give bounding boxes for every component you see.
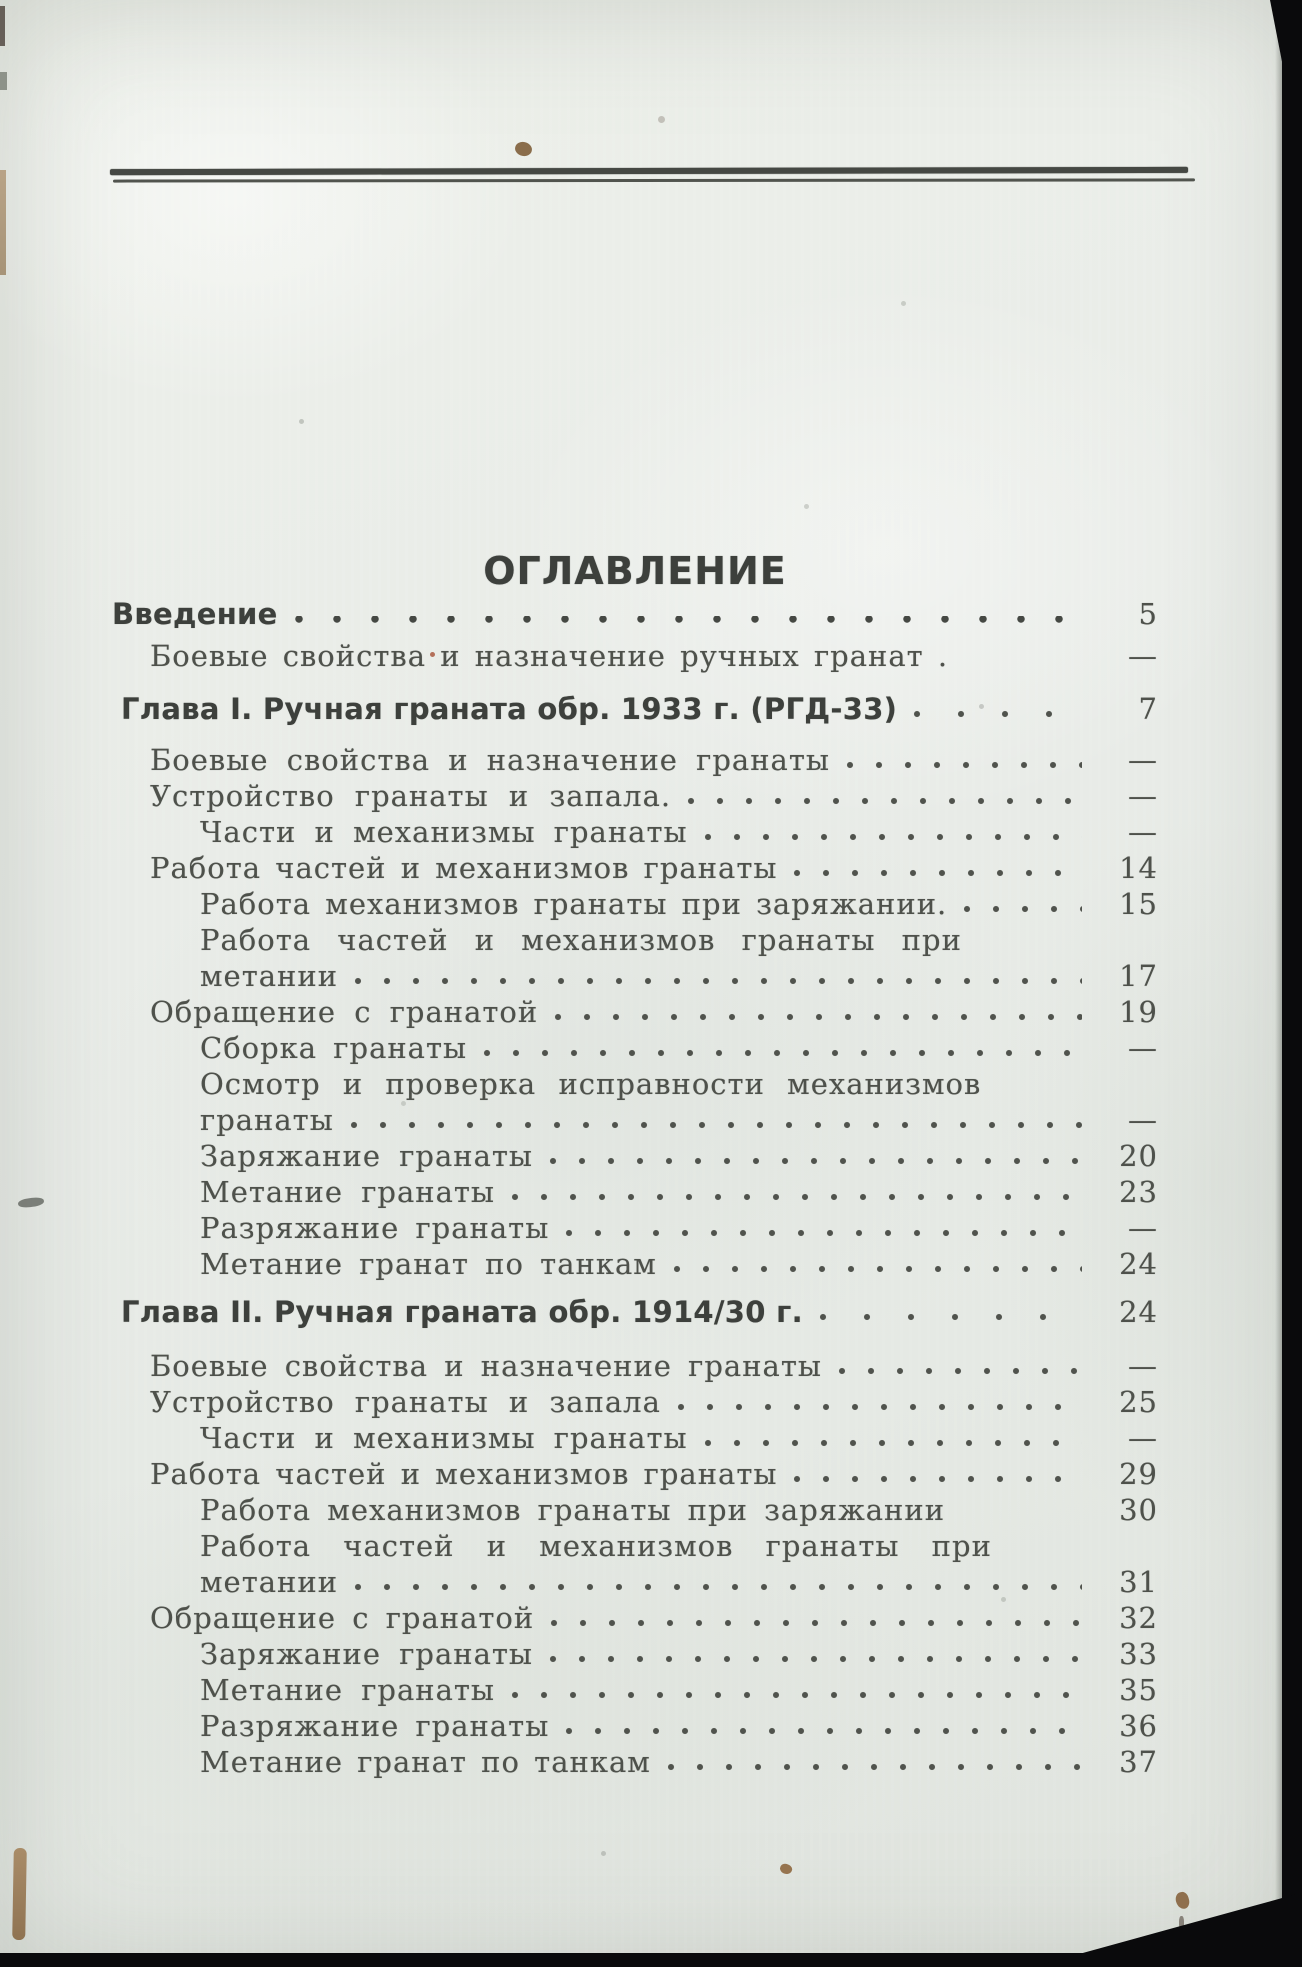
toc-page-number: 23 (1119, 1175, 1158, 1209)
toc-entry-label: Работа механизмов гранаты при заряжании. (200, 887, 948, 921)
dot-leader (793, 1475, 1082, 1484)
toc-page-number: — (1128, 1421, 1158, 1455)
toc-row (112, 919, 1158, 955)
toc-row (112, 1669, 1158, 1705)
toc-entry-label: Введение (112, 597, 278, 631)
toc-row (112, 1135, 1158, 1171)
toc-page-number: — (1128, 1103, 1158, 1137)
toc-page-number: — (1128, 639, 1158, 673)
toc-entry-label: Глава I. Ручная граната обр. 1933 г. (РГД-33) (121, 692, 898, 726)
toc-entry-label: Разряжание гранаты (200, 1709, 550, 1743)
toc-row (112, 1417, 1158, 1453)
toc-page-number: 7 (1138, 692, 1158, 726)
toc-entry-label: Сборка гранаты (200, 1031, 468, 1065)
toc-page-number: 35 (1119, 1673, 1158, 1707)
page-title: ОГЛАВЛЕНИЕ (483, 549, 787, 593)
dot-leader (846, 761, 1082, 770)
dot-leader (1008, 1547, 1082, 1556)
dot-leader (667, 1763, 1082, 1772)
toc-row (112, 1171, 1158, 1207)
dot-leader (961, 1511, 1082, 1520)
toc-row (112, 1243, 1158, 1279)
scan-border-right (1282, 0, 1302, 1967)
toc-entry-label: Работа частей и механизмов гранаты при (200, 1529, 992, 1563)
toc-row (112, 1207, 1158, 1243)
toc-page-number: 5 (1138, 597, 1158, 631)
toc-row-chapter (112, 1291, 1158, 1327)
toc-row (112, 1453, 1158, 1489)
toc-entry-label: Боевые свойства и назначение гранаты (150, 1349, 822, 1383)
toc-entry-label: Обращение с гранатой (150, 995, 539, 1029)
toc-entry-label: Метание гранаты (200, 1673, 496, 1707)
table-of-contents (112, 593, 1158, 1777)
dot-leader (565, 1229, 1082, 1238)
toc-entry-label: Работа частей и механизмов гранаты при (200, 923, 962, 957)
toc-entry-label: Части и механизмы гранаты (200, 1421, 688, 1455)
toc-page-number: 32 (1119, 1601, 1158, 1635)
dot-leader (511, 1193, 1082, 1202)
toc-page-number: 31 (1119, 1565, 1158, 1599)
dot-leader (997, 1085, 1082, 1094)
toc-entry-label: Метание гранат по танкам (200, 1247, 657, 1281)
dot-leader (819, 1313, 1082, 1322)
toc-row (112, 1099, 1158, 1135)
toc-entry-label: Работа механизмов гранаты при заряжании (200, 1493, 946, 1527)
ink-dot-stain (514, 140, 534, 158)
page-edge-mark (12, 1848, 27, 1940)
dot-leader (793, 869, 1082, 878)
toc-page-number: — (1128, 743, 1158, 777)
toc-row (112, 739, 1158, 775)
foxing-stain (1174, 1891, 1191, 1911)
toc-row (112, 1561, 1158, 1597)
dot-leader (549, 1157, 1082, 1166)
toc-row (112, 991, 1158, 1027)
toc-page-number: 24 (1119, 1247, 1158, 1281)
header-double-rule-bottom (113, 178, 1195, 182)
toc-row (112, 1489, 1158, 1525)
toc-row (112, 1345, 1158, 1381)
toc-row (112, 1027, 1158, 1063)
toc-row (112, 775, 1158, 811)
dot-leader (549, 1655, 1082, 1664)
toc-entry-label: Работа частей и механизмов гранаты (150, 1457, 778, 1491)
dot-leader (963, 905, 1082, 914)
toc-entry-label: метании (200, 1565, 339, 1599)
dot-leader (511, 1691, 1082, 1700)
toc-row (112, 1381, 1158, 1417)
toc-page-number: — (1128, 815, 1158, 849)
toc-row (112, 883, 1158, 919)
toc-page-number: 37 (1119, 1745, 1158, 1779)
dot-leader (483, 1049, 1082, 1058)
toc-row (112, 1063, 1158, 1099)
toc-page-number: 20 (1119, 1139, 1158, 1173)
dot-leader (687, 797, 1082, 806)
toc-entry-label: Обращение с гранатой (150, 1601, 535, 1635)
toc-row (112, 1705, 1158, 1741)
toc-row (112, 1597, 1158, 1633)
dot-leader (913, 710, 1082, 719)
dot-leader (294, 616, 1082, 625)
foxing-stain (778, 1862, 793, 1876)
dot-leader (354, 977, 1082, 986)
toc-page-number: 15 (1119, 887, 1158, 921)
page-edge-shadow (1275, 0, 1282, 1967)
toc-entry-label: Части и механизмы гранаты (200, 815, 688, 849)
toc-row (112, 847, 1158, 883)
toc-entry-label: Разряжание гранаты (200, 1211, 550, 1245)
dot-leader (554, 1013, 1082, 1022)
toc-page-number: 24 (1119, 1295, 1158, 1329)
toc-entry-label: Глава II. Ручная граната обр. 1914/30 г. (121, 1295, 803, 1329)
toc-entry-label: Работа частей и механизмов гранаты (150, 851, 778, 885)
toc-page-number: 17 (1119, 959, 1158, 993)
toc-page-number: 29 (1119, 1457, 1158, 1491)
toc-page-number: 19 (1119, 995, 1158, 1029)
toc-row (112, 635, 1158, 671)
toc-entry-label: Заряжание гранаты (200, 1139, 534, 1173)
toc-entry-label: Осмотр и проверка исправности механизмов (200, 1067, 982, 1101)
dot-leader (964, 657, 1082, 666)
toc-entry-label: Устройство гранаты и запала. (150, 779, 672, 813)
dot-leader (350, 1121, 1082, 1130)
toc-page-number: — (1128, 1031, 1158, 1065)
toc-row (112, 593, 1158, 629)
toc-page-number: 25 (1119, 1385, 1158, 1419)
toc-entry-label: Метание гранаты (200, 1175, 496, 1209)
dot-leader (704, 833, 1082, 842)
toc-row-chapter (112, 688, 1158, 724)
toc-page-number: 33 (1119, 1637, 1158, 1671)
toc-entry-label: Боевые свойства и назначение ручных гранат . (150, 639, 949, 673)
toc-page-number: 30 (1119, 1493, 1158, 1527)
toc-row (112, 1633, 1158, 1669)
dot-leader (550, 1619, 1082, 1628)
toc-page-number: — (1128, 779, 1158, 813)
paper-dust-specks (0, 0, 3, 3)
toc-page-number: 14 (1119, 851, 1158, 885)
header-double-rule-top (110, 167, 1188, 175)
dot-leader (978, 941, 1082, 950)
toc-entry-label: Заряжание гранаты (200, 1637, 534, 1671)
page-edge-mark (0, 170, 6, 275)
dot-leader (565, 1727, 1082, 1736)
margin-smudge (18, 1196, 45, 1208)
toc-entry-label: гранаты (200, 1103, 334, 1137)
dot-leader (704, 1439, 1082, 1448)
toc-page-number: — (1128, 1349, 1158, 1383)
toc-row (112, 955, 1158, 991)
dot-leader (838, 1367, 1082, 1376)
dot-leader (677, 1403, 1082, 1412)
dot-leader (673, 1265, 1082, 1274)
toc-entry-label: Боевые свойства и назначение гранаты (150, 743, 830, 777)
toc-entry-label: Устройство гранаты и запала (150, 1385, 661, 1419)
dot-leader (354, 1583, 1082, 1592)
toc-page-number: — (1128, 1211, 1158, 1245)
toc-row (112, 1741, 1158, 1777)
toc-entry-label: метании (200, 959, 339, 993)
page-edge-mark (0, 6, 5, 46)
toc-page-number: 36 (1119, 1709, 1158, 1743)
toc-entry-label: Метание гранат по танкам (200, 1745, 651, 1779)
toc-row (112, 1525, 1158, 1561)
toc-row (112, 811, 1158, 847)
page-edge-mark (0, 72, 7, 90)
